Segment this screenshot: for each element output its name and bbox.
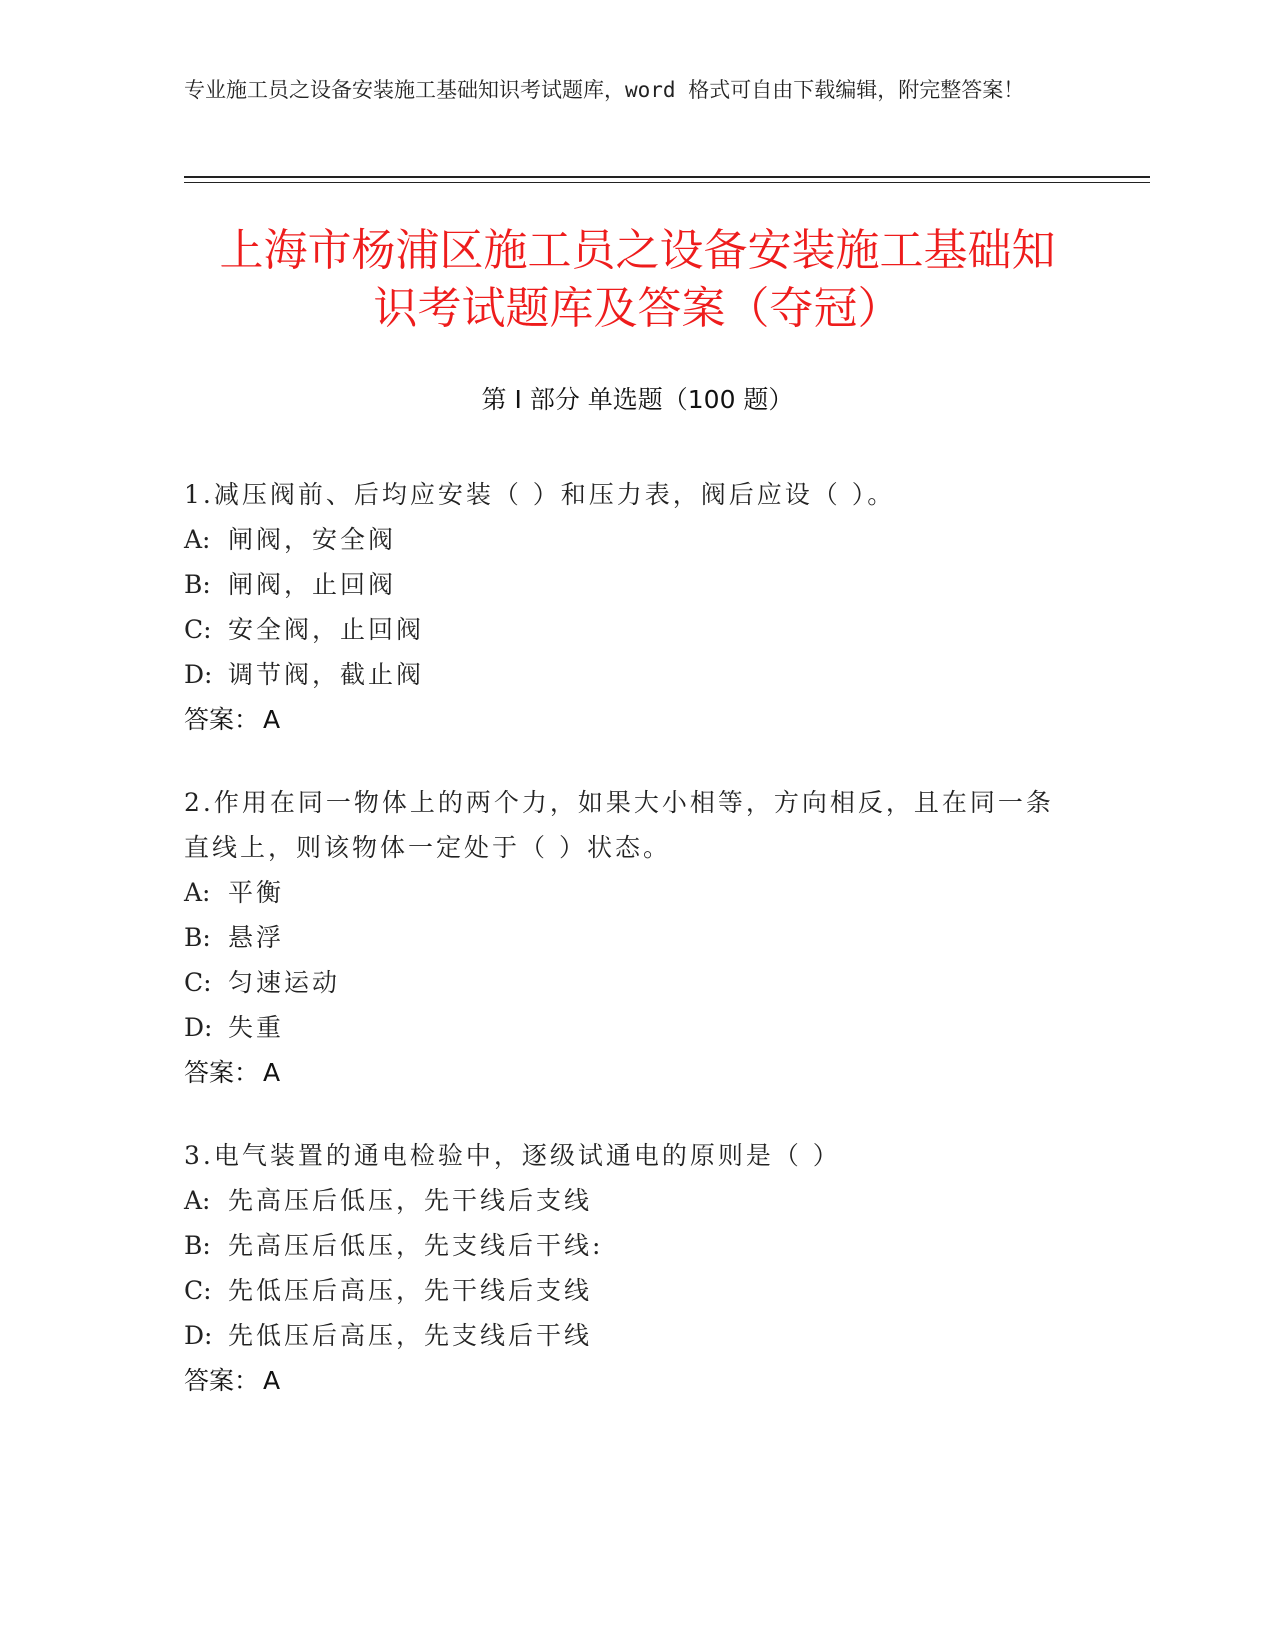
option-b <box>184 1223 1064 1268</box>
option-letter: D: <box>184 1321 213 1350</box>
option-c <box>184 607 1064 652</box>
header-note: 专业施工员之设备安装施工基础知识考试题库，word 格式可自由下载编辑，附完整答案！ <box>184 78 1025 102</box>
option-a <box>184 517 1064 562</box>
option-text: 悬浮 <box>228 923 285 952</box>
answer-line <box>184 1050 1064 1095</box>
document-title <box>150 222 1125 338</box>
option-c <box>184 960 1064 1005</box>
option-text: 失重 <box>228 1013 285 1042</box>
option-letter: A: <box>184 1186 211 1215</box>
question-stem: 1.减压阀前、后均应安装（ ）和压力表，阀后应设（ ）。 <box>184 480 896 509</box>
answer-value: A <box>263 1058 281 1087</box>
answer-label: 答案： <box>184 1366 260 1395</box>
option-text: 闸阀，安全阀 <box>228 525 397 554</box>
option-b <box>184 562 1064 607</box>
document-title-line-2: 识考试题库及答案（夺冠） <box>373 283 902 334</box>
option-c <box>184 1268 1064 1313</box>
option-letter: B: <box>184 570 211 599</box>
document-title-line-1: 上海市杨浦区施工员之设备安装施工基础知 <box>219 225 1056 276</box>
option-text: 闸阀，止回阀 <box>228 570 397 599</box>
answer-line <box>184 1358 1064 1403</box>
header-divider-thin <box>184 182 1150 183</box>
option-d <box>184 1005 1064 1050</box>
option-text: 调节阀，截止阀 <box>228 660 425 689</box>
question-1 <box>184 472 1064 742</box>
option-text: 先低压后高压，先支线后干线 <box>228 1321 593 1350</box>
section-heading: 第 I 部分 单选题（100 题） <box>481 385 794 414</box>
option-letter: C: <box>184 1276 212 1305</box>
option-letter: B: <box>184 1231 211 1260</box>
option-text: 先高压后低压，先干线后支线 <box>228 1186 593 1215</box>
answer-value: A <box>263 1366 281 1395</box>
option-text: 匀速运动 <box>228 968 341 997</box>
answer-value: A <box>263 705 281 734</box>
option-b <box>184 915 1064 960</box>
question-list <box>184 472 1064 1441</box>
option-letter: D: <box>184 1013 213 1042</box>
question-3 <box>184 1133 1064 1403</box>
header-divider-thick <box>184 176 1150 178</box>
option-text: 先高压后低压，先支线后干线: <box>228 1231 604 1260</box>
option-letter: B: <box>184 923 211 952</box>
option-letter: A: <box>184 525 211 554</box>
question-2 <box>184 780 1064 1095</box>
option-a <box>184 1178 1064 1223</box>
answer-line <box>184 697 1064 742</box>
answer-label: 答案： <box>184 1058 260 1087</box>
question-stem: 2.作用在同一物体上的两个力，如果大小相等，方向相反，且在同一条直线上，则该物体一定处于（ ）状态。 <box>184 788 1054 862</box>
option-d <box>184 1313 1064 1358</box>
option-d <box>184 652 1064 697</box>
option-text: 先低压后高压，先干线后支线 <box>228 1276 593 1305</box>
option-letter: A: <box>184 878 211 907</box>
option-letter: C: <box>184 968 212 997</box>
question-stem: 3.电气装置的通电检验中，逐级试通电的原则是（ ） <box>184 1141 841 1170</box>
option-letter: D: <box>184 660 213 689</box>
option-a <box>184 870 1064 915</box>
option-text: 平衡 <box>228 878 285 907</box>
option-letter: C: <box>184 615 212 644</box>
answer-label: 答案： <box>184 705 260 734</box>
option-text: 安全阀，止回阀 <box>228 615 425 644</box>
